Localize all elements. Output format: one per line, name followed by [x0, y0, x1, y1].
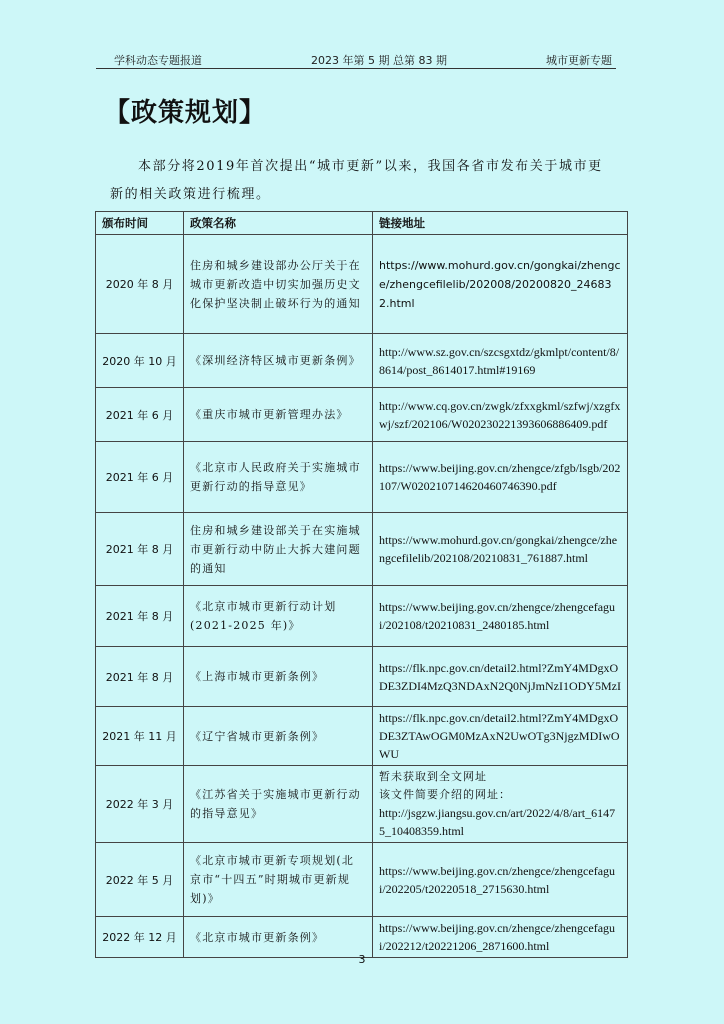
- intro-text: 本部分将2019年首次提出“城市更新”以来，我国各省市发布关于城市更新的相关政策进行梳理。: [110, 159, 603, 202]
- row-time: 2021 年 6 月: [96, 442, 184, 513]
- row-time: 2021 年 8 月: [96, 586, 184, 647]
- table-header-row: [96, 212, 628, 235]
- table-row: [96, 766, 628, 843]
- row-name: 《北京市人民政府关于实施城市更新行动的指导意见》: [184, 442, 373, 513]
- row-time: 2022 年 3 月: [96, 766, 184, 843]
- header-center: 2023 年第 5 期 总第 83 期: [311, 54, 447, 67]
- row-name: 《重庆市城市更新管理办法》: [184, 388, 373, 442]
- table-row: [96, 707, 628, 766]
- row-link[interactable]: https://www.beijing.gov.cn/zhengce/zhengcefagui/202205/t20220518_2715630.html: [373, 843, 628, 917]
- row-link[interactable]: http://www.cq.gov.cn/zwgk/zfxxgkml/szfwj/xzgfxwj/szf/202106/W020230221393606886409.pdf: [373, 388, 628, 442]
- table-row: [96, 917, 628, 958]
- row-name: 《上海市城市更新条例》: [184, 647, 373, 707]
- table-row: [96, 388, 628, 442]
- header-name: 政策名称: [184, 212, 373, 235]
- row-link[interactable]: http://jsgzw.jiangsu.gov.cn/art/2022/4/8/art_61475_10408359.html: [379, 806, 616, 838]
- table-row: [96, 235, 628, 334]
- row-name: 《北京市城市更新专项规划(北京市“十四五”时期城市更新规划)》: [184, 843, 373, 917]
- row-name: 《深圳经济特区城市更新条例》: [184, 334, 373, 388]
- row-link[interactable]: https://www.beijing.gov.cn/zhengce/zhengcefagui/202212/t20221206_2871600.html: [373, 917, 628, 958]
- header-link: 链接地址: [373, 212, 628, 235]
- row-time: 2021 年 8 月: [96, 513, 184, 586]
- row-time: 2020 年 10 月: [96, 334, 184, 388]
- section-title: 【政策规划】: [104, 98, 267, 128]
- link-note-1: 暂未获取到全文网址: [379, 770, 487, 783]
- row-name: 《北京市城市更新行动计划(2021-2025 年)》: [184, 586, 373, 647]
- row-link[interactable]: http://www.sz.gov.cn/szcsgxtdz/gkmlpt/content/8/8614/post_8614017.html#19169: [373, 334, 628, 388]
- table-row: [96, 442, 628, 513]
- row-name: 住房和城乡建设部办公厅关于在城市更新改造中切实加强历史文化保护坚决制止破坏行为的通知: [184, 235, 373, 334]
- table-row: [96, 647, 628, 707]
- row-name: 《北京市城市更新条例》: [184, 917, 373, 958]
- table-row: [96, 586, 628, 647]
- row-time: 2021 年 11 月: [96, 707, 184, 766]
- row-name: 《江苏省关于实施城市更新行动的指导意见》: [184, 766, 373, 843]
- page-number: 3: [358, 953, 366, 966]
- header-right: 城市更新专题: [546, 54, 612, 67]
- row-time: 2021 年 6 月: [96, 388, 184, 442]
- row-link[interactable]: https://www.mohurd.gov.cn/gongkai/zhengce/zhengcefilelib/202108/20210831_761887.html: [373, 513, 628, 586]
- row-link[interactable]: https://www.beijing.gov.cn/zhengce/zhengcefagui/202108/t20210831_2480185.html: [373, 586, 628, 647]
- row-name: 住房和城乡建设部关于在实施城市更新行动中防止大拆大建问题的通知: [184, 513, 373, 586]
- link-note-2: 该文件简要介绍的网址：: [379, 788, 511, 801]
- row-time: 2020 年 8 月: [96, 235, 184, 334]
- row-link[interactable]: https://flk.npc.gov.cn/detail2.html?ZmY4MDgxODE3ZDI4MzQ3NDAxN2Q0NjJmNzI1ODY5MzI: [373, 647, 628, 707]
- header-left: 学科动态专题报道: [114, 54, 202, 67]
- page-header: [96, 50, 616, 69]
- row-link[interactable]: https://www.mohurd.gov.cn/gongkai/zhengce/zhengcefilelib/202008/20200820_246832.html: [373, 235, 628, 334]
- row-time: 2021 年 8 月: [96, 647, 184, 707]
- table-row: [96, 513, 628, 586]
- intro-paragraph: [110, 153, 616, 209]
- row-link[interactable]: https://flk.npc.gov.cn/detail2.html?ZmY4MDgxODE3ZTAwOGM0MzAxN2UwOTg3NjgzMDIwOWU: [373, 707, 628, 766]
- row-time: 2022 年 5 月: [96, 843, 184, 917]
- row-link[interactable]: https://www.beijing.gov.cn/zhengce/zfgb/lsgb/202107/W020210714620460746390.pdf: [373, 442, 628, 513]
- row-name: 《辽宁省城市更新条例》: [184, 707, 373, 766]
- row-link-cell: [373, 766, 628, 843]
- header-time: 颁布时间: [96, 212, 184, 235]
- table-row: [96, 334, 628, 388]
- policy-table: [95, 211, 628, 958]
- table-row: [96, 843, 628, 917]
- row-time: 2022 年 12 月: [96, 917, 184, 958]
